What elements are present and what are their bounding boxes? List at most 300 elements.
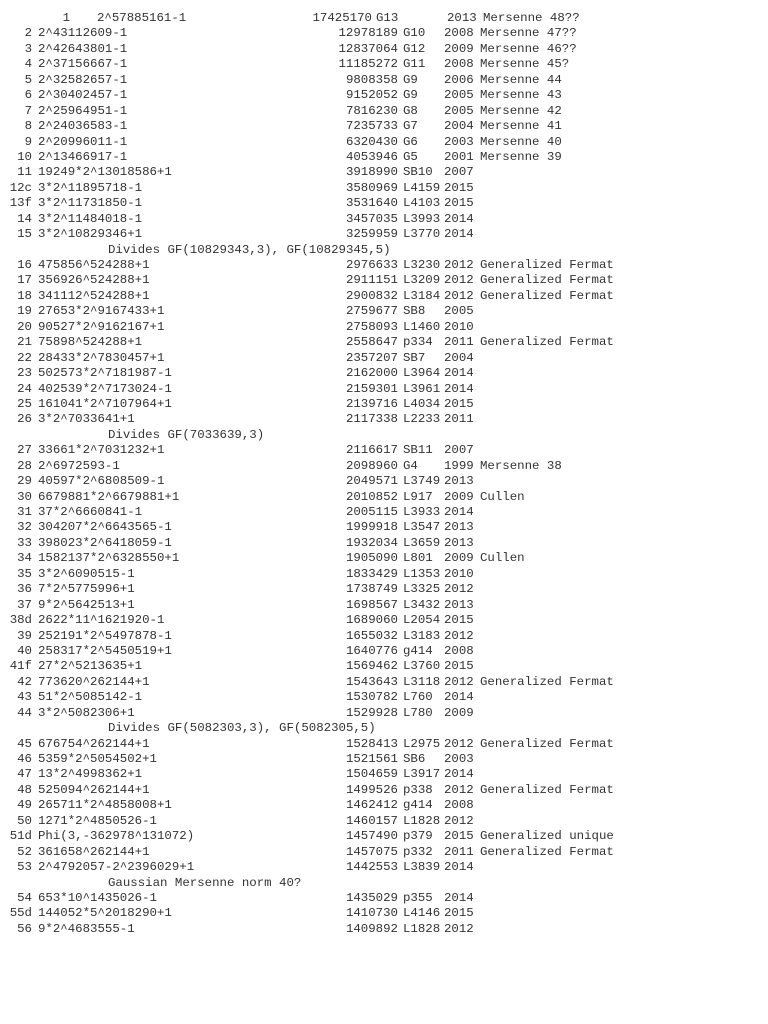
discoverer-code: g414 [403, 798, 433, 813]
list-item [0, 135, 768, 150]
digit-count: 1462412 [345, 798, 398, 813]
list-item [0, 829, 768, 844]
digit-count: 2010852 [345, 489, 398, 504]
year: 2012 [444, 582, 474, 597]
comment: Generalized Fermat [480, 288, 614, 303]
rank: 1 [62, 11, 70, 25]
prime-description: 40597*2^6808509-1 [38, 474, 165, 489]
rank: 3 [24, 41, 32, 56]
prime-description: 9*2^4683555-1 [38, 921, 135, 936]
prime-description: 28433*2^7830457+1 [38, 350, 165, 365]
prime-description: 2^25964951-1 [38, 103, 128, 118]
prime-description: 33661*2^7031232+1 [38, 443, 165, 458]
list-item [0, 845, 768, 860]
list-item [0, 304, 768, 319]
rank: 10 [17, 149, 32, 164]
discoverer-code: L1828 [403, 813, 441, 828]
prime-description: 7*2^5775996+1 [38, 582, 135, 597]
prime-description: 2^20996011-1 [38, 134, 128, 149]
discoverer-code: G9 [403, 72, 418, 87]
note-line [0, 243, 768, 258]
discoverer-code: L1460 [403, 319, 441, 334]
rank: 36 [17, 582, 32, 597]
rank: 17 [17, 273, 32, 288]
list-item [0, 320, 768, 335]
digit-count: 2976633 [345, 258, 398, 272]
year: 2008 [444, 643, 474, 658]
discoverer-code: L801 [403, 551, 433, 566]
year: 2008 [444, 798, 474, 813]
rank: 24 [17, 381, 32, 396]
digit-count: 2558647 [345, 335, 398, 350]
year: 2014 [444, 767, 474, 782]
digit-count: 1457075 [345, 844, 398, 859]
year: 2009 [444, 489, 474, 504]
digit-count: 2139716 [345, 396, 398, 411]
prime-description: 676754^262144+1 [38, 736, 150, 751]
prime-description: 13*2^4998362+1 [38, 767, 143, 782]
year: 2005 [444, 103, 474, 118]
list-item [0, 382, 768, 397]
year: 2012 [444, 736, 474, 751]
prime-description: 27653*2^9167433+1 [38, 304, 165, 319]
discoverer-code: L3964 [403, 366, 441, 381]
digit-count: 17425170 [312, 11, 372, 25]
comment: Mersenne 38 [480, 458, 562, 473]
list-item [0, 551, 768, 566]
discoverer-code: L3749 [403, 474, 441, 489]
rank: 26 [17, 412, 32, 427]
rank: 22 [17, 350, 32, 365]
digit-count: 3580969 [345, 180, 398, 195]
digit-count: 1442553 [345, 860, 398, 875]
comment: Mersenne 44 [480, 72, 562, 87]
discoverer-code: L4159 [403, 180, 441, 195]
prime-description: 3*2^5082306+1 [38, 705, 135, 720]
list-item [0, 505, 768, 520]
discoverer-code: L3230 [403, 258, 441, 272]
digit-count: 1530782 [345, 690, 398, 705]
list-item [0, 783, 768, 798]
list-item [0, 397, 768, 412]
digit-count: 1655032 [345, 628, 398, 643]
digit-count: 7816230 [345, 103, 398, 118]
comment: Cullen [480, 489, 525, 504]
note-text: Divides GF(10829343,3), GF(10829345,5) [108, 242, 391, 257]
discoverer-code: G8 [403, 103, 418, 118]
list-item [0, 119, 768, 134]
list-item [0, 227, 768, 242]
digit-count: 2098960 [345, 458, 398, 473]
digit-count: 2162000 [345, 366, 398, 381]
rank: 15 [17, 227, 32, 242]
discoverer-code: L1353 [403, 566, 441, 581]
prime-description: 2622*11^1621920-1 [38, 613, 165, 628]
discoverer-code: L3993 [403, 211, 441, 226]
rank: 47 [17, 767, 32, 782]
prime-description: 3*2^11731850-1 [38, 196, 143, 211]
list-item [0, 335, 768, 350]
year: 2011 [444, 844, 474, 859]
prime-description: 1582137*2^6328550+1 [38, 551, 180, 566]
list-item [0, 752, 768, 767]
prime-description: 75898^524288+1 [38, 335, 143, 350]
year: 2001 [444, 149, 474, 164]
prime-description: 6679881*2^6679881+1 [38, 489, 180, 504]
prime-description: 2^30402457-1 [38, 88, 128, 103]
rank: 53 [17, 860, 32, 875]
comment: Generalized Fermat [480, 674, 614, 689]
year: 2015 [444, 396, 474, 411]
digit-count: 2116617 [345, 443, 398, 458]
list-item [0, 613, 768, 628]
prime-description: 3*2^10829346+1 [38, 227, 143, 242]
year: 2015 [444, 906, 474, 921]
year: 2012 [444, 288, 474, 303]
rank: 9 [24, 134, 32, 149]
rank: 20 [17, 319, 32, 334]
rank: 38d [9, 613, 32, 628]
year: 2011 [444, 412, 474, 427]
prime-description: 51*2^5085142-1 [38, 690, 143, 705]
year: 2008 [444, 57, 474, 72]
discoverer-code: G13 [376, 11, 399, 25]
discoverer-code: L3325 [403, 582, 441, 597]
discoverer-code: G4 [403, 458, 418, 473]
prime-description: 258317*2^5450519+1 [38, 643, 172, 658]
comment: Mersenne 43 [480, 88, 562, 103]
digit-count: 1569462 [345, 659, 398, 674]
digit-count: 2159301 [345, 381, 398, 396]
year: 2009 [444, 41, 474, 56]
list-item [0, 212, 768, 227]
rank: 14 [17, 211, 32, 226]
year: 2012 [444, 782, 474, 797]
rank: 23 [17, 366, 32, 381]
year: 2014 [444, 860, 474, 875]
note-line [0, 876, 768, 891]
digit-count: 12978189 [338, 26, 398, 41]
year: 2012 [444, 921, 474, 936]
digit-count: 1999918 [345, 520, 398, 535]
prime-description: 3*2^6090515-1 [38, 566, 135, 581]
year: 2014 [444, 690, 474, 705]
digit-count: 11185272 [338, 57, 398, 72]
digit-count: 1905090 [345, 551, 398, 566]
year: 2014 [444, 890, 474, 905]
list-item [0, 675, 768, 690]
year: 2005 [444, 88, 474, 103]
discoverer-code: L3839 [403, 860, 441, 875]
digit-count: 1435029 [345, 890, 398, 905]
prime-description: 2^32582657-1 [38, 72, 128, 87]
comment: Generalized Fermat [480, 335, 614, 350]
rank: 8 [24, 119, 32, 134]
list-item [0, 273, 768, 288]
rank: 12c [9, 180, 32, 195]
list-item [0, 629, 768, 644]
prime-description: 90527*2^9162167+1 [38, 319, 165, 334]
rank: 42 [17, 674, 32, 689]
prime-description: 475856^524288+1 [38, 258, 150, 272]
year: 2014 [444, 211, 474, 226]
digit-count: 1543643 [345, 674, 398, 689]
year: 2013 [444, 535, 474, 550]
prime-description: 144052*5^2018290+1 [38, 906, 172, 921]
list-item [0, 412, 768, 427]
digit-count: 7235733 [345, 119, 398, 134]
list-item [0, 536, 768, 551]
prime-description: 341112^524288+1 [38, 288, 150, 303]
list-item [0, 42, 768, 57]
rank: 6 [24, 88, 32, 103]
digit-count: 3457035 [345, 211, 398, 226]
year: 2012 [444, 628, 474, 643]
digit-count: 1529928 [345, 705, 398, 720]
comment: Generalized Fermat [480, 273, 614, 288]
discoverer-code: L3961 [403, 381, 441, 396]
prime-description: 1271*2^4850526-1 [38, 813, 157, 828]
year: 2007 [444, 443, 474, 458]
list-item [0, 289, 768, 304]
list-item [0, 104, 768, 119]
rank: 30 [17, 489, 32, 504]
discoverer-code: p355 [403, 890, 433, 905]
discoverer-code: L2054 [403, 613, 441, 628]
list-item [0, 922, 768, 937]
digit-count: 2049571 [345, 474, 398, 489]
comment: Mersenne 47?? [480, 26, 577, 41]
comment: Generalized Fermat [480, 258, 614, 272]
digit-count: 2900832 [345, 288, 398, 303]
rank: 4 [24, 57, 32, 72]
digit-count: 1932034 [345, 535, 398, 550]
digit-count: 3918990 [345, 165, 398, 180]
list-item [0, 443, 768, 458]
rank: 56 [17, 921, 32, 936]
rank: 51d [9, 829, 32, 844]
comment: Mersenne 39 [480, 149, 562, 164]
list-item [0, 659, 768, 674]
digit-count: 1698567 [345, 597, 398, 612]
rank: 54 [17, 890, 32, 905]
discoverer-code: SB11 [403, 443, 433, 458]
discoverer-code: L3917 [403, 767, 441, 782]
rank: 52 [17, 844, 32, 859]
list-item [0, 11, 768, 26]
discoverer-code: L780 [403, 705, 433, 720]
discoverer-code: L4103 [403, 196, 441, 211]
list-item [0, 459, 768, 474]
digit-count: 9152052 [345, 88, 398, 103]
digit-count: 2357207 [345, 350, 398, 365]
discoverer-code: p379 [403, 829, 433, 844]
prime-description: 304207*2^6643565-1 [38, 520, 172, 535]
note-text: Divides GF(7033639,3) [108, 427, 265, 442]
comment: Generalized Fermat [480, 782, 614, 797]
discoverer-code: p334 [403, 335, 433, 350]
discoverer-code: SB7 [403, 350, 426, 365]
prime-description: 2^13466917-1 [38, 149, 128, 164]
digit-count: 1640776 [345, 643, 398, 658]
list-item [0, 860, 768, 875]
digit-count: 1457490 [345, 829, 398, 844]
prime-description: 2^4792057-2^2396029+1 [38, 860, 195, 875]
list-item [0, 690, 768, 705]
year: 2013 [444, 597, 474, 612]
year: 2015 [444, 829, 474, 844]
digit-count: 1504659 [345, 767, 398, 782]
prime-list [0, 26, 768, 937]
discoverer-code: L760 [403, 690, 433, 705]
digit-count: 1460157 [345, 813, 398, 828]
rank: 48 [17, 782, 32, 797]
rank: 2 [24, 26, 32, 41]
prime-description: 653*10^1435026-1 [38, 890, 157, 905]
year: 2015 [444, 196, 474, 211]
prime-description: 3*2^11895718-1 [38, 180, 143, 195]
discoverer-code: L4146 [403, 906, 441, 921]
prime-description: 402539*2^7173024-1 [38, 381, 172, 396]
digit-count: 3531640 [345, 196, 398, 211]
year: 2014 [444, 381, 474, 396]
rank: 27 [17, 443, 32, 458]
rank: 13f [9, 196, 32, 211]
discoverer-code: L3933 [403, 505, 441, 519]
discoverer-code: L3659 [403, 535, 441, 550]
list-item [0, 520, 768, 535]
year: 2013 [444, 520, 474, 535]
year: 2003 [444, 752, 474, 766]
comment: Cullen [480, 551, 525, 566]
list-item [0, 767, 768, 782]
rank: 16 [17, 258, 32, 272]
list-item [0, 351, 768, 366]
rank: 44 [17, 705, 32, 720]
year: 2010 [444, 566, 474, 581]
digit-count: 9808358 [345, 72, 398, 87]
rank: 55d [9, 906, 32, 921]
list-item [0, 57, 768, 72]
prime-description: 2^6972593-1 [38, 458, 120, 473]
prime-description: 9*2^5642513+1 [38, 597, 135, 612]
rank: 7 [24, 103, 32, 118]
list-item [0, 26, 768, 41]
rank: 49 [17, 798, 32, 813]
digit-count: 3259959 [345, 227, 398, 242]
discoverer-code: SB6 [403, 752, 426, 766]
prime-description: 502573*2^7181987-1 [38, 366, 172, 381]
prime-description: 2^37156667-1 [38, 57, 128, 72]
year: 2014 [444, 366, 474, 381]
comment: Generalized Fermat [480, 844, 614, 859]
discoverer-code: G6 [403, 134, 418, 149]
rank: 50 [17, 813, 32, 828]
rank: 46 [17, 752, 32, 766]
year: 2014 [444, 227, 474, 242]
list-item [0, 814, 768, 829]
digit-count: 4053946 [345, 149, 398, 164]
list-item [0, 737, 768, 752]
list-item [0, 196, 768, 211]
list-item [0, 598, 768, 613]
rank: 33 [17, 535, 32, 550]
comment: Mersenne 48?? [483, 11, 580, 25]
digit-count: 2759677 [345, 304, 398, 319]
digit-count: 12837064 [338, 41, 398, 56]
prime-list-document [0, 11, 768, 937]
discoverer-code: L3118 [403, 674, 441, 689]
list-item [0, 906, 768, 921]
digit-count: 6320430 [345, 134, 398, 149]
year: 2012 [444, 273, 474, 288]
discoverer-code: L3432 [403, 597, 441, 612]
list-item [0, 490, 768, 505]
discoverer-code: L3209 [403, 273, 441, 288]
digit-count: 2758093 [345, 319, 398, 334]
list-item [0, 567, 768, 582]
comment: Generalized Fermat [480, 736, 614, 751]
prime-description: 5359*2^5054502+1 [38, 752, 157, 766]
discoverer-code: L2233 [403, 412, 441, 427]
prime-description: 2^57885161-1 [97, 11, 187, 25]
year: 2010 [444, 319, 474, 334]
year: 2013 [444, 474, 474, 489]
note-line [0, 428, 768, 443]
discoverer-code: SB8 [403, 304, 426, 319]
digit-count: 2117338 [345, 412, 398, 427]
year: 2008 [444, 26, 474, 41]
prime-description: 2^24036583-1 [38, 119, 128, 134]
prime-description: 361658^262144+1 [38, 844, 150, 859]
rank: 41f [9, 659, 32, 674]
discoverer-code: L3184 [403, 288, 441, 303]
comment: Mersenne 45? [480, 57, 570, 72]
note-line [0, 721, 768, 736]
list-item [0, 165, 768, 180]
year: 2005 [444, 304, 474, 319]
rank: 21 [17, 335, 32, 350]
prime-description: 265711*2^4858008+1 [38, 798, 172, 813]
year: 2007 [444, 165, 474, 180]
year: 2013 [447, 11, 477, 25]
list-item [0, 644, 768, 659]
digit-count: 1410730 [345, 906, 398, 921]
note-text: Divides GF(5082303,3), GF(5082305,5) [108, 721, 376, 736]
prime-description: 2^42643801-1 [38, 41, 128, 56]
list-item [0, 150, 768, 165]
rank: 32 [17, 520, 32, 535]
year: 2012 [444, 258, 474, 272]
list-item [0, 258, 768, 273]
prime-description: 356926^524288+1 [38, 273, 150, 288]
comment: Mersenne 40 [480, 134, 562, 149]
digit-count: 1409892 [345, 921, 398, 936]
prime-description: 3*2^7033641+1 [38, 412, 135, 427]
discoverer-code: L4034 [403, 396, 441, 411]
rank: 31 [17, 505, 32, 519]
rank: 28 [17, 458, 32, 473]
discoverer-code: p332 [403, 844, 433, 859]
prime-description: 161041*2^7107964+1 [38, 396, 172, 411]
discoverer-code: L1828 [403, 921, 441, 936]
rank: 40 [17, 643, 32, 658]
discoverer-code: L3760 [403, 659, 441, 674]
note-text: Gaussian Mersenne norm 40? [108, 875, 302, 890]
prime-description: 2^43112609-1 [38, 26, 128, 41]
list-item [0, 181, 768, 196]
list-item [0, 73, 768, 88]
